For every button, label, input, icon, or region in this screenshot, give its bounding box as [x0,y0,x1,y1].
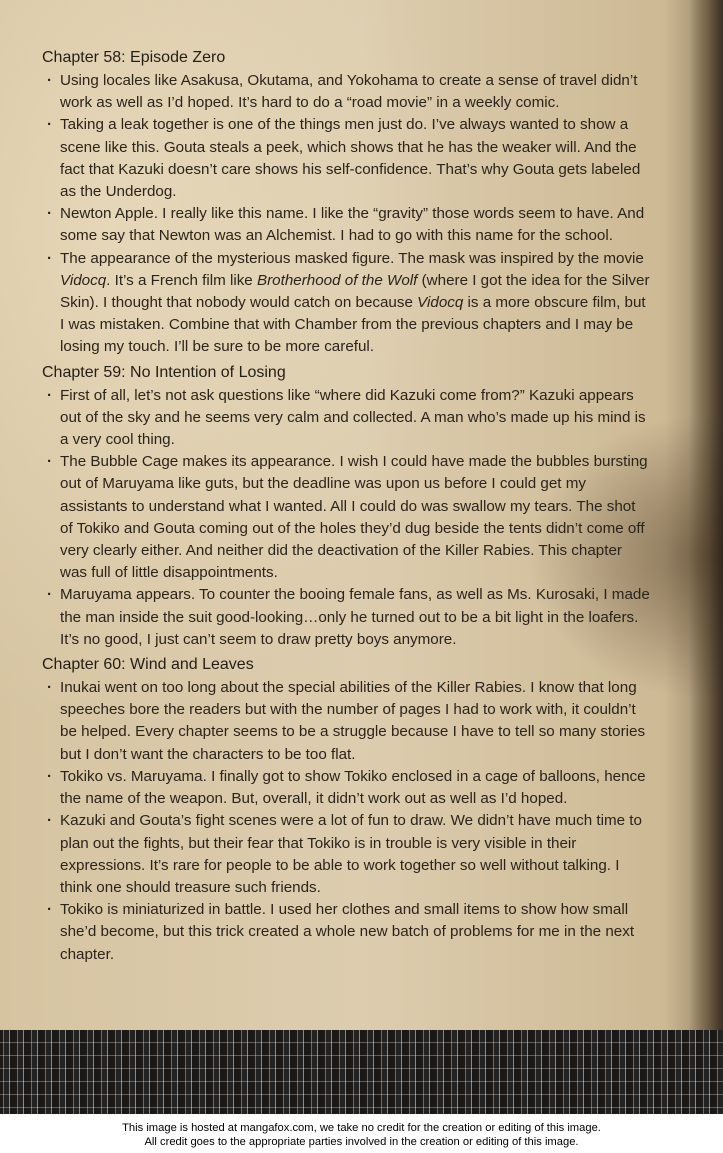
bullet-item [40,584,652,651]
bullet-text: Maruyama appears. To counter the booing female fans, as well as Ms. Kurosaki, I made the man inside the suit good-looking…only he turned out to be a bit light in the loafers. It’s no good, I just can’t seem to draw pretty boys anymore. [60,586,650,648]
bullet-text: . It’s a French film like [106,271,257,289]
credit-line: All credit goes to the appropriate parties involved in the creation or editing of this image. [144,1136,579,1148]
bullet-item [40,70,652,114]
bullet-item [40,203,652,247]
bullet-text: The appearance of the mysterious masked figure. The mask was inspired by the movie [60,249,644,267]
bullet-text: Inukai went on too long about the special abilities of the Killer Rabies. I know that long speeches bore the readers but with the number of pages I had to work with, it couldn’t be helped. Every chapter seems to be a struggle because I have to tell so many stories but I don’t want the characters to be too flat. [60,679,646,763]
commentary-text [40,46,652,968]
bullet-text: (where I got the idea for the Silver Skin). I thought that nobody would catch on because [60,271,650,312]
hosting-credit [0,1121,723,1149]
bullet-text: Newton Apple. I really like this name. I like the “gravity” those words seem to have. And some say that Newton was an Alchemist. I had to go with this name for the school. [60,205,645,245]
bullet-text: Tokiko vs. Maruyama. I finally got to show Tokiko enclosed in a cage of balloons, hence the name of the weapon. But, overall, it didn’t work out as well as I’d hoped. [60,767,646,808]
bullet-item [40,766,652,810]
bullet-text: First of all, let’s not ask questions like “where did Kazuki come from?” Kazuki appears out of the sky and he seems very calm and collected. A man who’s made up his mind is a very cool thing. [60,386,646,449]
page-spine-shadow [689,0,723,1114]
bullet-text: Taking a leak together is one of the things men just do. I’ve always wanted to show a scene like this. Gouta steals a peek, which shows that he has the weaker will. And the fact that Kazuki doesn’t care shows his self-confidence. That’s why Gouta gets labeled as the Underdog. [60,116,641,201]
bullet-item [40,677,652,766]
credit-line: This image is hosted at mangafox.com, we take no credit for the creation or editing of this image. [122,1122,601,1134]
chapter-heading: Chapter 58: Episode Zero [42,49,226,66]
chapter-60-section [40,653,652,966]
bullet-text: The Bubble Cage makes its appearance. I wish I could have made the bubbles bursting out of Maruyama like guts, but the deadline was upon us before I could get my assistants to understand what I wanted. All I could do was swallow my tears. The shot of Tokiko and Gouta coming out of the holes they’d dug beside the tents didn’t come off very clearly either. And neither did the deactivation of the Killer Rabies. This chapter was full of little disappointments. [60,453,648,582]
chapter-59-section [40,361,652,651]
bullet-text: Kazuki and Gouta’s fight scenes were a lot of fun to draw. We didn’t have much time to plan out the fights, but their fear that Tokiko is in trouble is very visible in their expressions. It’s rare for people to be able to work together so well without talking. I think one should treasure such friends. [60,812,642,896]
bullet-text: Tokiko is miniaturized in battle. I used her clothes and small items to show how small she’d become, but this trick created a whole new batch of problems for me in the next chapter. [60,901,635,963]
film-title: Brotherhood of the Wolf [256,271,418,289]
chapter-heading: Chapter 60: Wind and Leaves [42,656,254,674]
chapter-heading: Chapter 59: No Intention of Losing [42,363,286,381]
bullet-item [40,114,652,203]
bullet-item [40,451,652,584]
bullet-item [40,810,652,899]
bullet-text: is a more obscure film, but I was mistaken. Combine that with Chamber from the previous chapters and I may be losing my touch. I’ll be sure to be more careful. [60,294,646,356]
bullet-item [40,385,652,452]
decorative-pattern-band [0,1030,723,1114]
bullet-item [40,248,652,359]
film-title: Vidocq [60,271,107,289]
chapter-58-section [40,46,652,359]
bullet-item [40,899,652,966]
film-title: Vidocq [417,294,464,312]
bullet-text: Using locales like Asakusa, Okutama, and Yokohama to create a sense of travel didn’t work as well as I’d hoped. It’s hard to do a “road movie” in a weekly comic. [60,72,638,112]
